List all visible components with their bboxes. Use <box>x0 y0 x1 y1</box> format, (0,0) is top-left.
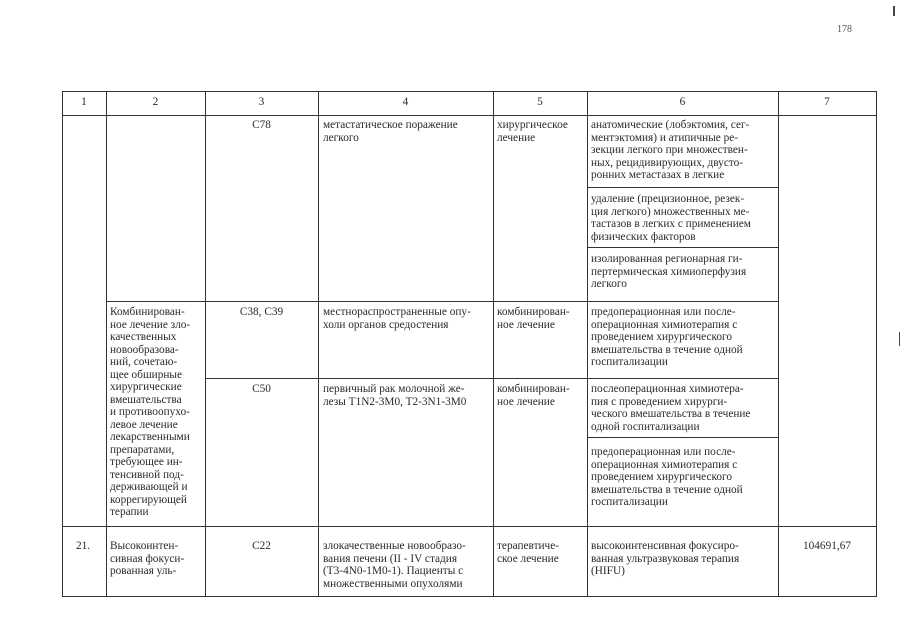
column-header: 5 <box>537 96 543 108</box>
treatment-method: послеоперационная химиотера- пия с проведением хирурги- ческого вмешательства в течение одной госпитализации <box>591 383 751 433</box>
column-header: 2 <box>152 96 159 108</box>
scan-mark <box>899 332 900 346</box>
column-border <box>318 91 319 597</box>
column-border <box>205 91 206 597</box>
header-bottom-border <box>62 115 877 116</box>
cell-divider <box>587 187 779 188</box>
icd-code: С38, С39 <box>239 306 284 318</box>
diagnosis: злокачественные новообразо- вания печени (II - IV стадия (T3-4N0-1M0-1). Пациенты с множественными опухолями <box>323 540 466 590</box>
column-border <box>106 91 107 597</box>
column-header: 4 <box>402 96 409 108</box>
treatment-method: анатомические (лобэктомия, сег- ментэктомия) и атипичные ре- зекции легкого при множествен- ных, рецидивирующих, двусто- ронних метастазах в легкие <box>591 119 750 181</box>
column-border <box>62 91 63 597</box>
column-border <box>778 91 779 597</box>
treatment-method: изолированная регионарная ги- пертермическая химиоперфузия легкого <box>591 253 747 290</box>
column-border <box>876 91 877 597</box>
treatment-type: комбинирован- ное лечение <box>497 306 570 331</box>
treatment-type: терапевтиче- ское лечение <box>497 540 560 565</box>
icd-code: С50 <box>252 383 271 395</box>
cell-divider <box>587 247 779 248</box>
diagnosis: местнораспространенные опу- холи органов средостения <box>323 306 471 331</box>
column-header: 3 <box>258 96 265 108</box>
treatment-method: удаление (прецизионное, резек- ция легкого) множественных ме- тастазов в легких с применением физических факторов <box>591 193 751 243</box>
row-number: 21. <box>76 540 91 552</box>
column-header: 1 <box>81 96 87 108</box>
icd-code: С78 <box>252 119 271 131</box>
column-header: 6 <box>679 96 686 108</box>
page-number: 178 <box>837 24 852 35</box>
table-top-border <box>62 91 877 92</box>
column-border <box>587 91 588 597</box>
diagnosis: первичный рак молочной же- лезы T1N2-3M0, T2-3N1-3M0 <box>323 383 467 408</box>
treatment-type: хирургическое лечение <box>497 119 568 144</box>
care-type-name: Комбинирован- ное лечение зло- качественных новообразова- ний, сочетаю- щее обширные хирургические вмешательства и противоопухо- левое лечение лекарственными препаратами, требующее ин- тенсивной под- держивающей и коррегирующей терапии <box>110 306 191 518</box>
care-type-name: Высокоинтен- сивная фокуси- рованная уль- <box>110 540 185 577</box>
treatment-method: предоперационная или после- операционная химиотерапия с проведением хирургического вмешательства в течение одной госпитализации <box>591 446 743 508</box>
row-divider <box>62 526 877 527</box>
row-divider <box>106 301 779 302</box>
treatment-method: предоперационная или после- операционная химиотерапия с проведением хирургического вмешательства в течение одной госпитализации <box>591 306 743 368</box>
cost-value: 104691,67 <box>802 540 851 552</box>
treatment-method: высокоинтенсивная фокусиро- ванная ультразвуковая терапия (HIFU) <box>591 540 740 577</box>
icd-code: С22 <box>252 540 271 552</box>
column-border <box>493 91 494 597</box>
treatment-type: комбинирован- ное лечение <box>497 383 570 408</box>
cell-divider <box>587 437 779 438</box>
table-bottom-border <box>62 596 877 597</box>
column-header: 7 <box>824 96 830 108</box>
diagnosis: метастатическое поражение легкого <box>323 119 458 144</box>
scan-mark <box>893 6 895 16</box>
row-divider <box>205 378 779 379</box>
